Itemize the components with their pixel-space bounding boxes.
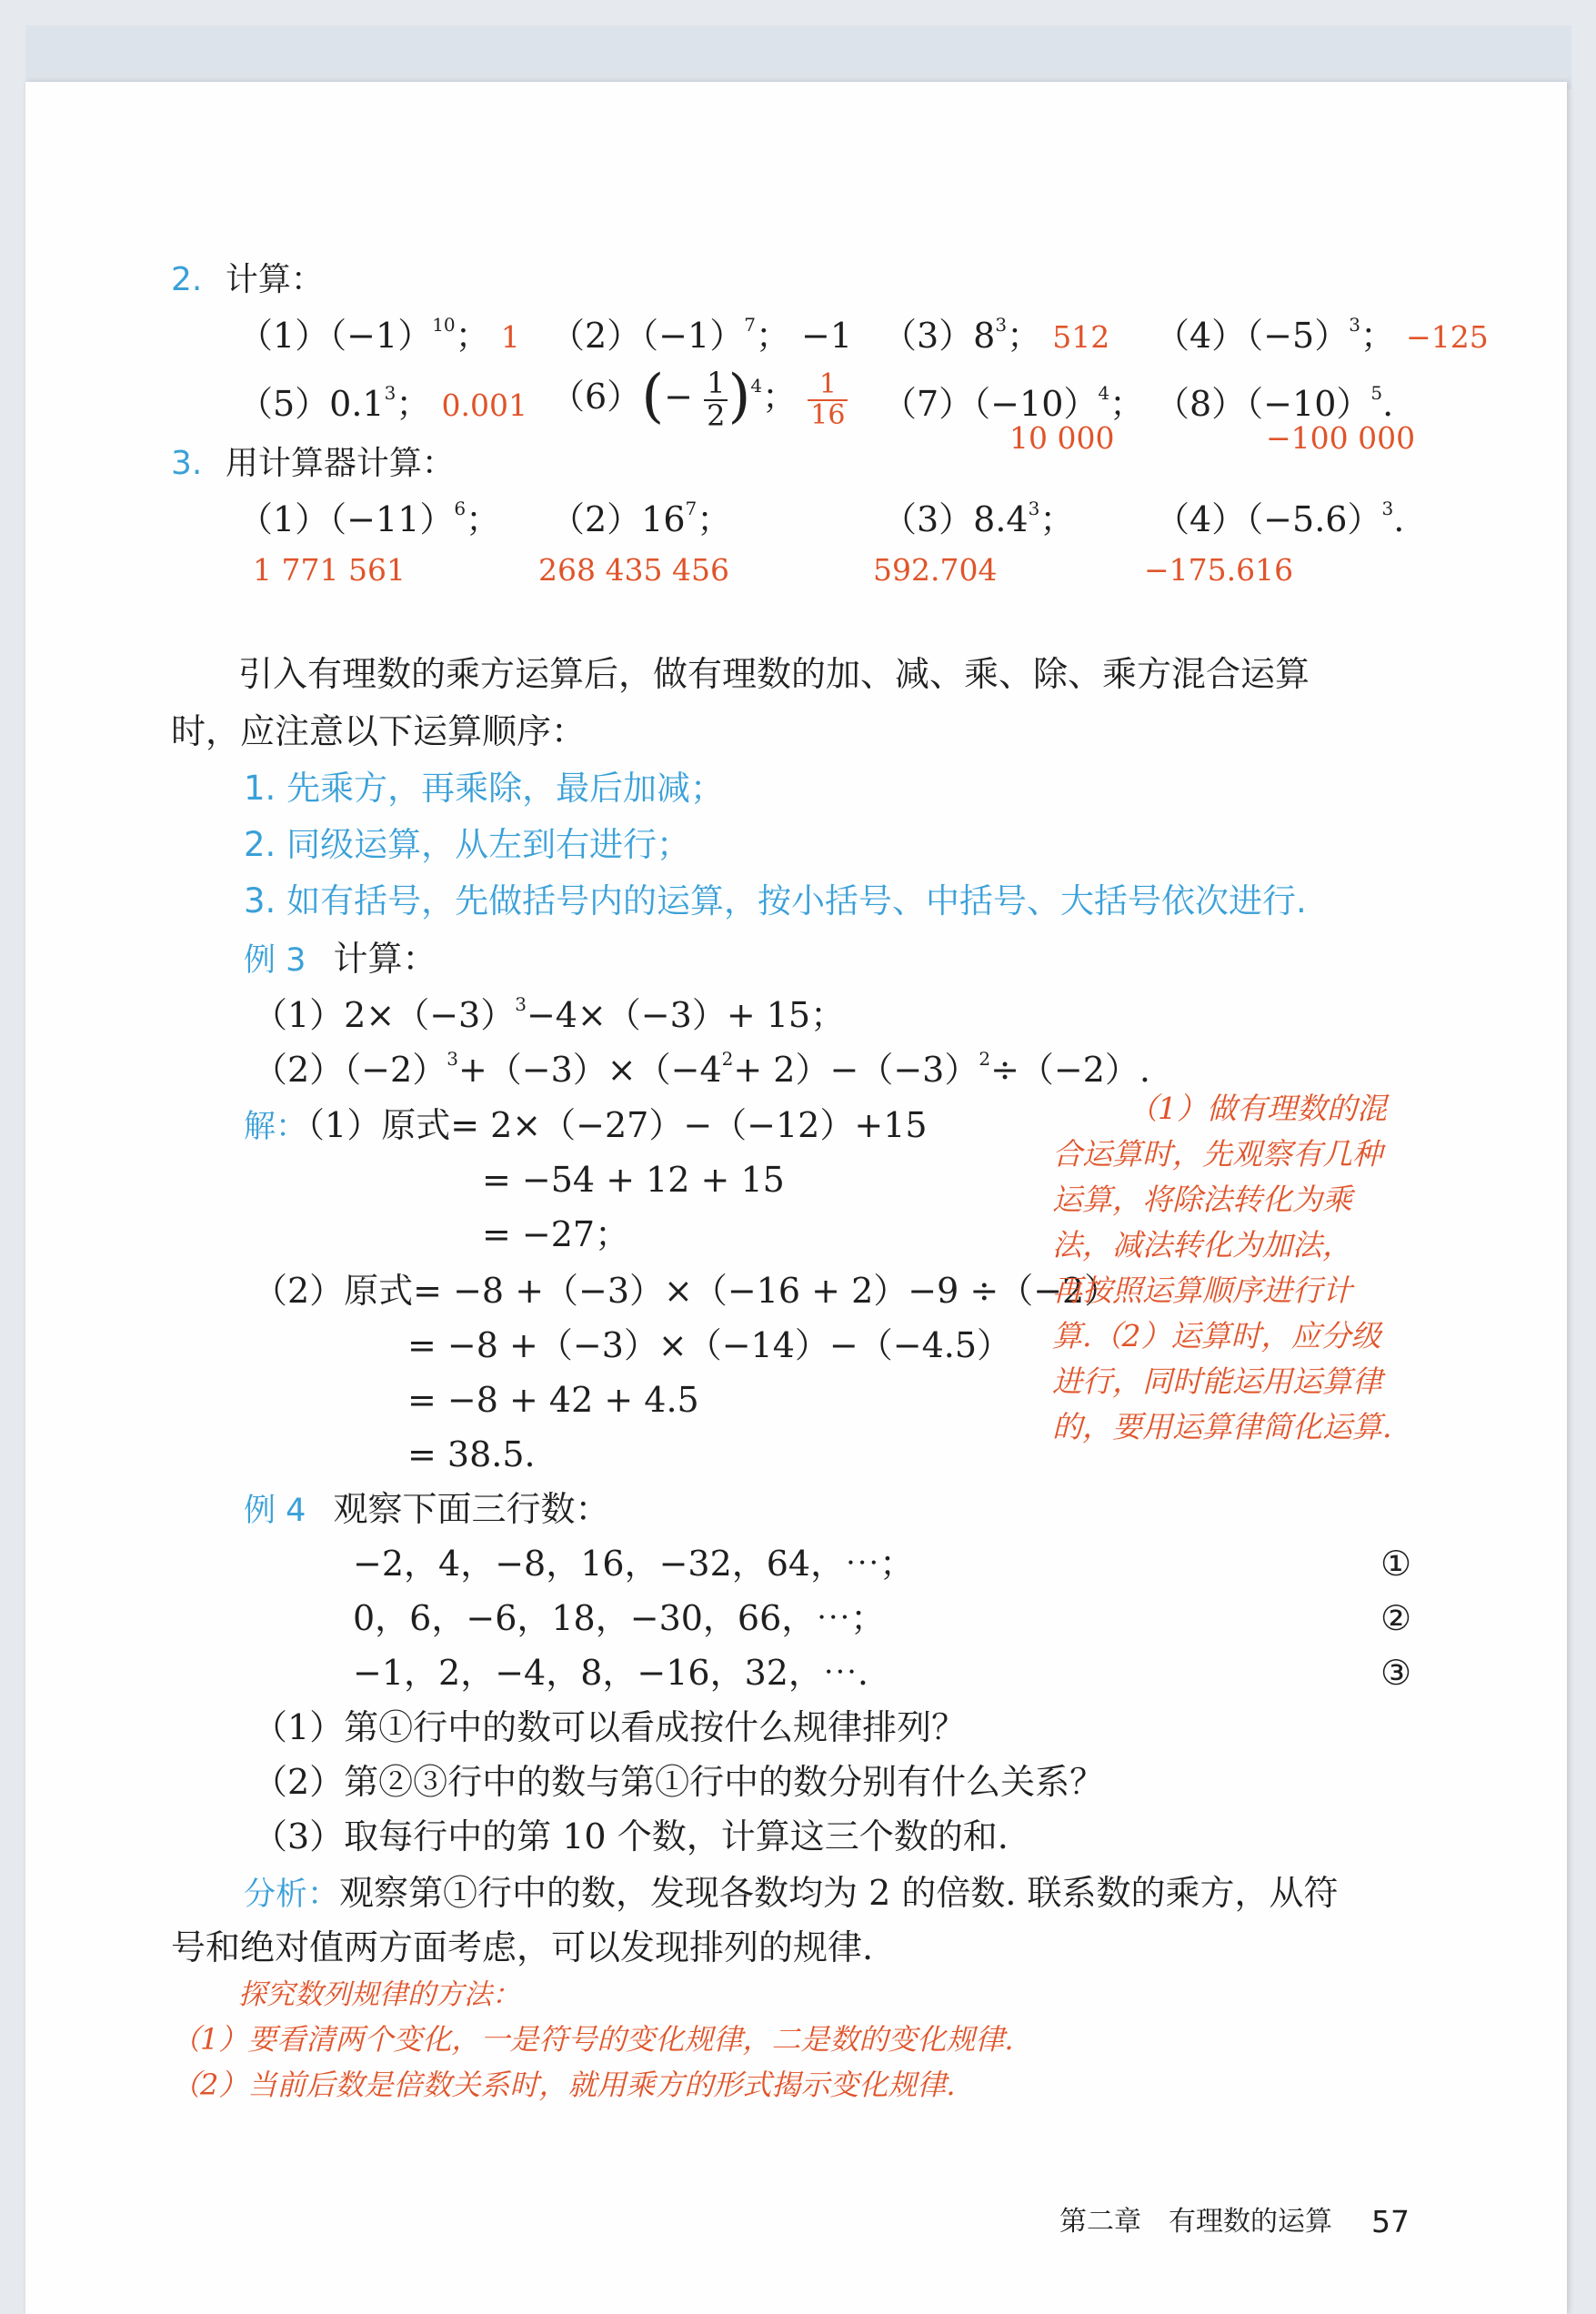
side-note-line: 进行，同时能运用运算律 <box>1052 1363 1382 1399</box>
solution-1-line-2: = −54 + 12 + 15 <box>482 1160 785 1200</box>
solution-1-line-3: = −27； <box>482 1214 630 1254</box>
ex2-problem-4: $(4)(-5)^3$； −125 <box>1155 314 1489 356</box>
example-3-heading: 例 3 计算： <box>244 939 437 979</box>
ex2-problem-2: $(2)(-1)^7$； −1 <box>550 314 853 356</box>
analysis-line-2: 号和绝对值两方面考虑，可以发现排列的规律. <box>171 1927 874 1967</box>
rule-1: 1. 先乘方，再乘除，最后加减； <box>244 769 725 808</box>
ex2-answer-5: 0.001 <box>441 387 527 423</box>
example-4-heading: 例 4 观察下面三行数： <box>244 1489 610 1529</box>
row-mark-3: ③ <box>1380 1653 1412 1693</box>
ex2-problem-5: $(5)0.1^3$； 0.001 <box>238 382 527 424</box>
ex2-answer-7: 10 000 <box>1009 420 1115 456</box>
chapter-title: 第二章 有理数的运算 <box>1059 2206 1332 2238</box>
ex3-problem-2: $(2)16^7$； <box>550 498 732 539</box>
solution-1-line-1: 解：（1）原式= 2×（−27）−（−12）+15 <box>244 1105 928 1145</box>
intro-line-1: 引入有理数的乘方运算后，做有理数的加、减、乘、除、乘方混合运算 <box>238 654 1310 694</box>
ex3-problem-1: $(1)(-11)^6$； <box>238 498 501 539</box>
bottom-note-title: 探究数列规律的方法： <box>238 1978 520 2011</box>
sequence-row-1: −2，4，−8，16，−32，64，⋯； <box>353 1544 915 1584</box>
ex3-problem-3: $(3)8.4^3$； <box>882 498 1075 539</box>
ex2-answer-6: $\frac{1}{16}$ <box>808 370 848 429</box>
ex2-problem-6: （6）(− $\frac{1}{2}$ )$^4$； $\frac{1}{16}$ <box>550 368 848 431</box>
ex2-answer-1: 1 <box>500 319 520 355</box>
ex3-answer-4: −175.616 <box>1144 552 1294 588</box>
ex3-answer-3: 592.704 <box>873 552 998 588</box>
ex2-answer-2: −1 <box>801 316 853 356</box>
analysis-line-1: 分析：观察第①行中的数，发现各数均为 2 的倍数. 联系数的乘方，从符 <box>244 1873 1339 1913</box>
example-4-question-1: （1）第①行中的数可以看成按什么规律排列？ <box>253 1707 967 1747</box>
ex2-answer-4: −125 <box>1406 319 1489 355</box>
sequence-row-2: 0，6，−6，18，−30，66，⋯； <box>353 1598 886 1638</box>
ex2-problem-8: $(8)(-10)^5$. <box>1155 382 1394 424</box>
row-mark-1: ① <box>1380 1544 1412 1584</box>
side-note-line: 算.（2）运算时，应分级 <box>1052 1318 1381 1353</box>
solution-2-line-3: = −8 + 42 + 4.5 <box>407 1380 699 1420</box>
ex3-answer-2: 268 435 456 <box>538 552 729 588</box>
side-note-line: 合运算时，先观察有几种 <box>1052 1136 1382 1172</box>
example-3-question-2: $(2)(-2)^3+(-3)\times(-4^2+ 2)-(-3)^2\div(-2)$. <box>253 1048 1151 1090</box>
side-note-line: 再按照运算顺序进行计 <box>1052 1273 1352 1308</box>
scan-top-band <box>25 25 1571 89</box>
exercise-3-heading: 3. 用计算器计算： <box>171 445 455 482</box>
ex2-problem-1: $(1)(-1)^{10}$； 1 <box>238 314 520 356</box>
example-4-question-3: （3）取每行中的第 10 个数，计算这三个数的和. <box>253 1816 1009 1856</box>
bottom-note-line-2: （2）当前后数是倍数关系时，就用乘方的形式揭示变化规律. <box>171 2068 956 2102</box>
ex2-answer-8: −100 000 <box>1266 420 1416 456</box>
rule-2: 2. 同级运算，从左到右进行； <box>244 825 691 864</box>
intro-line-2: 时，应注意以下运算顺序： <box>171 711 587 751</box>
ex2-problem-3: $(3)8^3$； 512 <box>882 314 1110 356</box>
sequence-row-3: −1，2，−4，8，−16，32，⋯. <box>353 1653 869 1693</box>
exercise-2-heading: 2. 计算： <box>171 261 324 298</box>
ex2-answer-3: 512 <box>1052 319 1110 355</box>
page-number: 57 <box>1371 2204 1410 2239</box>
ex2-problem-7: $(7)(-10)^4$； <box>882 382 1145 424</box>
ex3-answer-1: 1 771 561 <box>253 552 406 588</box>
side-note-line: 法，减法转化为加法， <box>1052 1227 1352 1263</box>
example-3-question-1: $(1)2\times(-3)^3-4\times(-3)+ 15$； <box>253 993 846 1035</box>
solution-2-line-1: （2）原式= −8 +（−3）×（−16 + 2）−9 ÷（−2） <box>253 1271 1119 1311</box>
bottom-note-line-1: （1）要看清两个变化，一是符号的变化规律，二是数的变化规律. <box>171 2022 1014 2057</box>
side-note-line: 运算，将除法转化为乘 <box>1052 1182 1352 1217</box>
example-4-question-2: （2）第②③行中的数与第①行中的数分别有什么关系？ <box>253 1762 1105 1802</box>
solution-2-line-2: = −8 +（−3）×（−14）−（−4.5） <box>407 1325 1012 1365</box>
side-note-line: （1）做有理数的混 <box>1128 1091 1387 1126</box>
side-note-line: 的，要用运算律简化运算. <box>1052 1409 1392 1444</box>
rule-3: 3. 如有括号，先做括号内的运算，按小括号、中括号、大括号依次进行. <box>244 881 1307 921</box>
ex3-problem-4: $(4)(-5.6)^3$. <box>1155 498 1405 539</box>
row-mark-2: ② <box>1380 1598 1412 1638</box>
solution-2-line-4: = 38.5. <box>407 1434 536 1474</box>
